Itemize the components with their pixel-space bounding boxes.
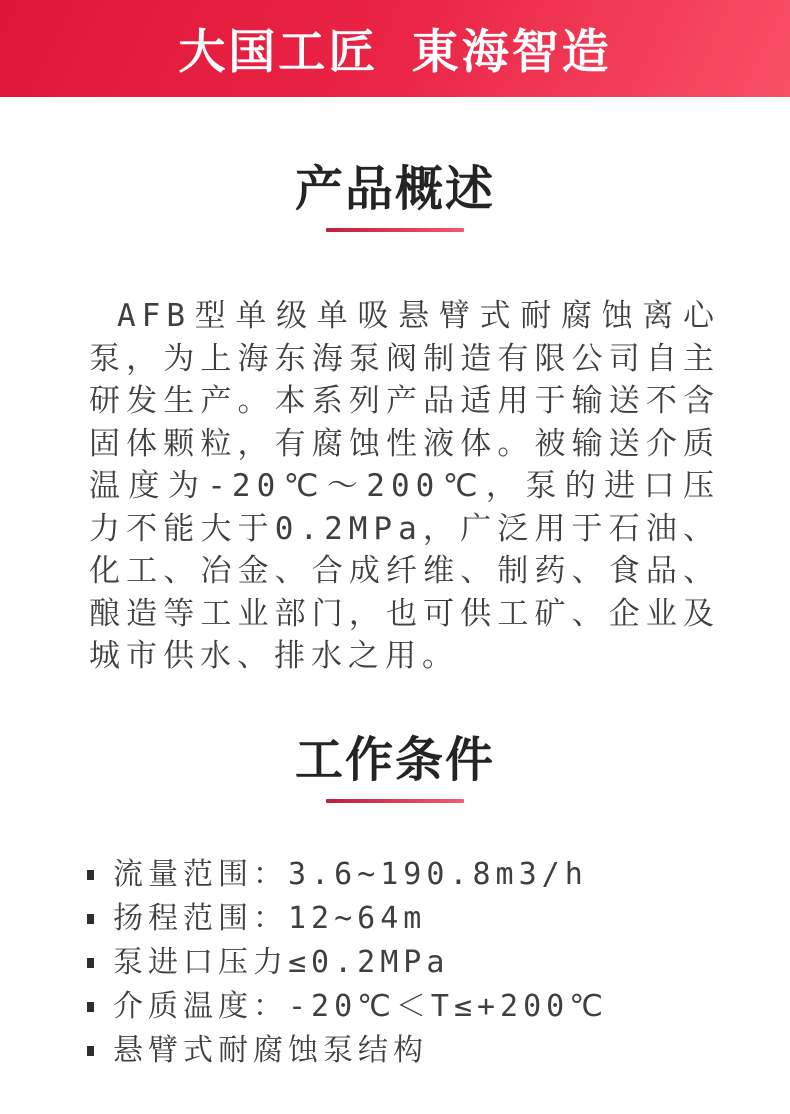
- overview-title-underline: [326, 228, 464, 232]
- square-bullet-icon: [87, 1046, 94, 1056]
- list-item-text: 介质温度：-20℃＜T≤+200℃: [113, 988, 608, 1024]
- brand-banner: [0, 0, 790, 97]
- conditions-title-underline: [326, 799, 464, 803]
- list-item-medium-temperature: [87, 985, 750, 1029]
- list-item-text: 流量范围：3.6~190.8m3/h: [113, 856, 588, 892]
- overview-section-title: 产品概述: [294, 161, 495, 217]
- square-bullet-icon: [87, 1002, 94, 1012]
- conditions-section-title: 工作条件: [294, 731, 495, 788]
- section-working-conditions: [0, 678, 790, 1073]
- list-item-inlet-pressure: [87, 941, 750, 985]
- list-item-pump-structure: [87, 1029, 750, 1073]
- square-bullet-icon: [87, 914, 94, 924]
- list-item-text: 悬臂式耐腐蚀泵结构: [113, 1032, 428, 1068]
- section-product-overview: [0, 97, 790, 678]
- list-item-text: 泵进口压力≤0.2MPa: [113, 944, 450, 980]
- square-bullet-icon: [87, 870, 94, 880]
- list-item-flow-range: [87, 853, 750, 897]
- banner-title: 大国工匠 東海智造: [178, 25, 612, 80]
- overview-paragraph: AFB型单级单吸悬臂式耐腐蚀离心泵，为上海东海泵阀制造有限公司自主研发生产。本系列产品适用于输送不含固体颗粒，有腐蚀性液体。被输送介质温度为-20℃～200℃，泵的进口压力不能大于0.2MPa，广泛用于石油、化工、冶金、合成纤维、制药、食品、酿造等工业部门，也可供工矿、企业及城市供水、排水之用。: [89, 298, 720, 674]
- square-bullet-icon: [87, 958, 94, 968]
- list-item-head-range: [87, 897, 750, 941]
- list-item-text: 扬程范围：12~64m: [113, 900, 427, 936]
- conditions-list: [87, 853, 750, 1073]
